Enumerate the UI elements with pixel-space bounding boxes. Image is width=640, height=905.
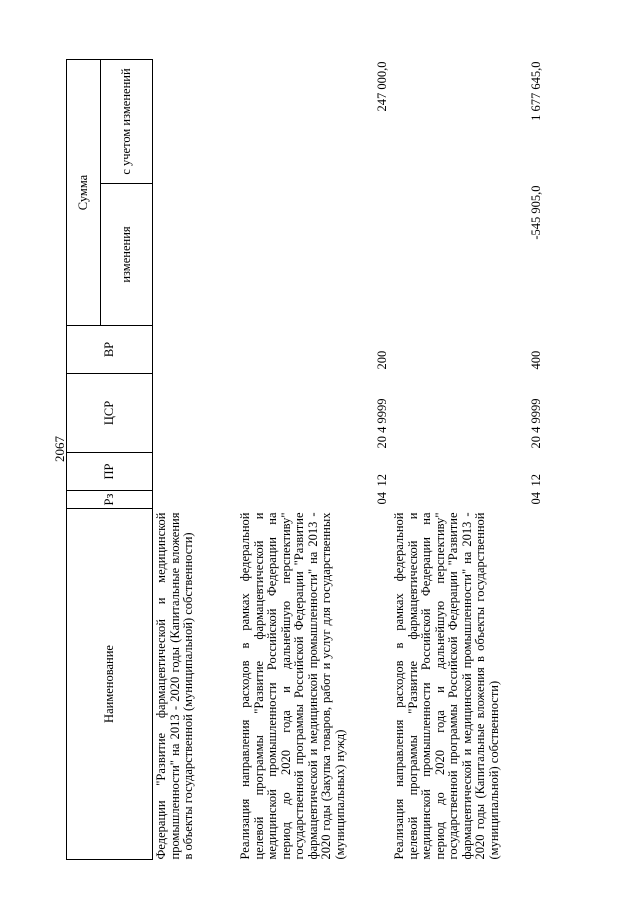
row-name: Реализация направления расходов в рамках федеральной целевой программы "Развитие фармацевтической и медицинской промышленности Российской Федерации на период до 2020 года и дальнейшую перспективу" государственной программы Российской Федерации "Развитие фармацевтической и медицинской промышленности" на 2013 - 2020 годы (Капитальные вложения в объекты государственной (муниципальной) собственности) [392,512,501,860]
header-csr: ЦСР [67,374,153,453]
rotated-table-region [66,60,590,860]
row-pr [153,453,238,491]
row-vr: 200 [374,350,389,370]
row-pr: 12 [374,474,389,487]
row-vr [153,326,238,374]
row-rz [153,491,238,509]
row-rz: 04 [528,492,543,505]
row-csr: 20 4 9999 [528,398,543,449]
row-with-change: 1 677 645,0 [528,61,543,121]
table-row [153,60,238,860]
header-pr: ПР [67,453,153,491]
row-csr: 20 4 9999 [374,398,389,449]
table-row [391,60,545,860]
budget-table [66,59,545,860]
row-change [237,184,391,326]
header-rz: Рз [67,491,153,509]
table-row [237,60,391,860]
header-name: Наименование [67,509,153,860]
header-vr: ВР [67,326,153,374]
row-name: Реализация направления расходов в рамках федеральной целевой программы "Развитие фармацевтической и медицинской промышленности Российской Федерации на период до 2020 года и дальнейшую перспективу" государственной программы Российской Федерации "Развитие фармацевтической и медицинской промышленности" на 2013 - 2020 годы (Закупка товаров, работ и услуг для государственных (муниципальных) нужд) [238,512,347,860]
header-change: изменения [101,184,153,326]
row-change [153,184,238,326]
row-name: Федерации "Развитие фармацевтической и медицинской промышленности" на 2013 - 2020 годы (Капитальные вложения в объекты государственной (муниципальной) собственности) [154,512,195,860]
row-pr: 12 [528,474,543,487]
header-with-change: с учетом изменений [101,60,153,184]
row-with-change: 247 000,0 [374,61,389,112]
row-csr [153,374,238,453]
row-vr: 400 [528,350,543,370]
header-sum: Сумма [67,60,101,326]
row-rz: 04 [374,492,389,505]
page-number: 2067 [52,436,67,462]
row-with-change [153,60,238,184]
row-change: -545 905,0 [528,185,543,240]
